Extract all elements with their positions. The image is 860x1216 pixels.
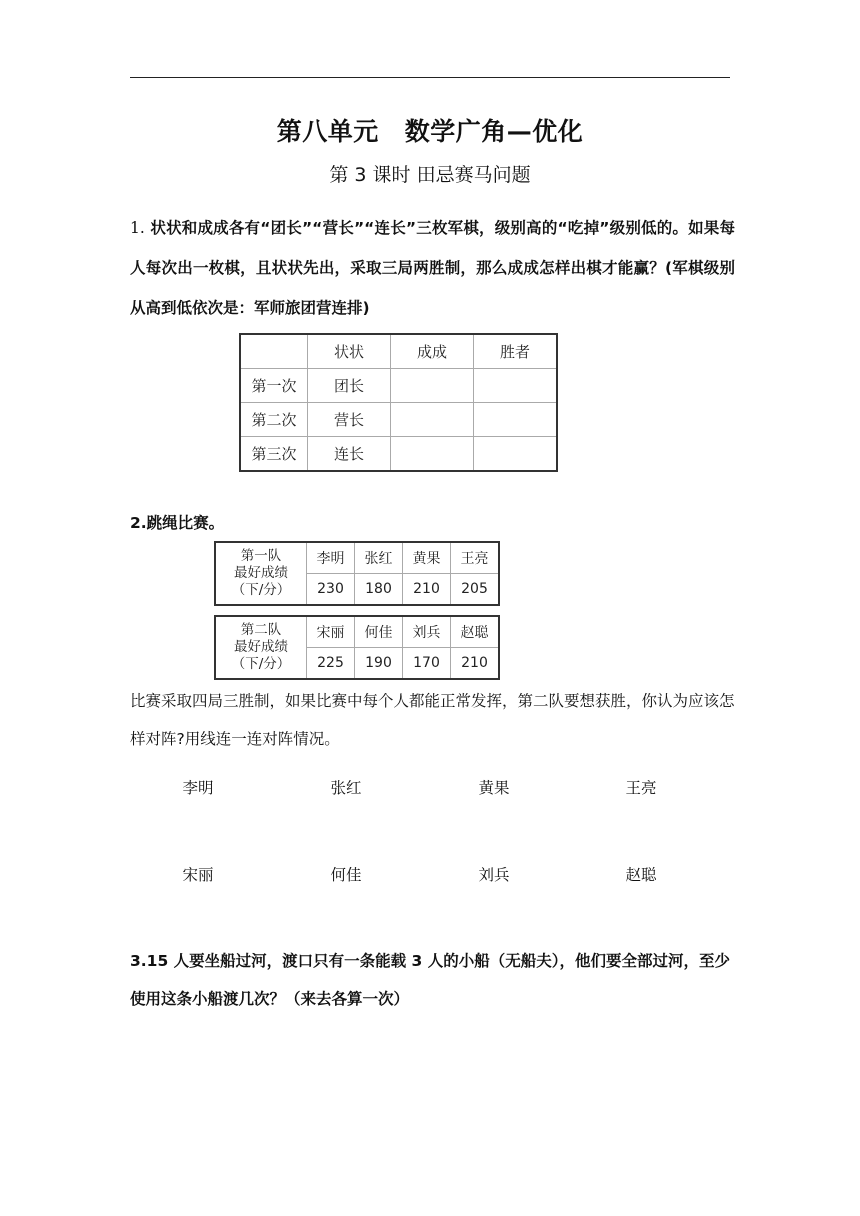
table-cell: 团长	[308, 369, 391, 403]
match-bottom-name[interactable]: 赵聪	[625, 866, 657, 884]
answer-cell[interactable]	[474, 403, 558, 437]
question-2-text: 比赛采取四局三胜制，如果比赛中每个人都能正常发挥，第二队要想获胜，你认为应该怎样对阵?用线连一连对阵情况。	[130, 692, 735, 748]
question-1	[130, 208, 735, 328]
score-cell: 225	[307, 648, 355, 680]
table-row	[240, 369, 557, 403]
table-row	[240, 403, 557, 437]
score-cell: 210	[451, 648, 500, 680]
team-label-line: 最好成绩	[234, 639, 288, 655]
player-name-cell: 李明	[307, 542, 355, 574]
team-label-line: （下/分）	[231, 656, 291, 672]
player-name-cell: 何佳	[355, 616, 403, 648]
question-1-text: 状状和成成各有“团长”“营长”“连长”三枚军棋，级别高的“吃掉”级别低的。如果每人每次出一枚棋，且状状先出，采取三局两胜制，那么成成怎样出棋才能赢？(军棋级别从高到低依次是：军师旅团营连排)	[130, 219, 735, 317]
player-name-cell: 赵聪	[451, 616, 500, 648]
unit-topic: 数学广角—优化	[404, 117, 584, 146]
team-label-line: （下/分）	[231, 582, 291, 598]
table-header-cell: 成成	[391, 334, 474, 369]
team-label-line: 最好成绩	[234, 565, 288, 581]
top-rule	[130, 77, 730, 78]
player-name-cell: 刘兵	[403, 616, 451, 648]
team-label-line: 第二队	[240, 622, 282, 638]
score-cell: 170	[403, 648, 451, 680]
score-cell: 230	[307, 574, 355, 606]
table-cell: 营长	[308, 403, 391, 437]
page-title	[0, 112, 860, 148]
question-1-number: 1.	[130, 219, 145, 237]
team-1-label	[215, 542, 307, 605]
score-cell: 205	[451, 574, 500, 606]
table-header-row	[240, 334, 557, 369]
table-row	[240, 437, 557, 472]
player-name-cell: 王亮	[451, 542, 500, 574]
question-2-title: 2.跳绳比赛。	[130, 514, 225, 532]
team-1-table	[214, 541, 500, 606]
team-2-table	[214, 615, 500, 680]
table-header-cell: 状状	[308, 334, 391, 369]
table-header-cell	[240, 334, 308, 369]
player-name-cell: 张红	[355, 542, 403, 574]
table-cell: 第三次	[240, 437, 308, 472]
table-row	[215, 616, 499, 648]
answer-cell[interactable]	[391, 403, 474, 437]
answer-cell[interactable]	[391, 369, 474, 403]
answer-cell[interactable]	[474, 437, 558, 472]
question-1-table	[239, 333, 558, 472]
match-top-name[interactable]: 黄果	[478, 779, 510, 797]
match-bottom-name[interactable]: 宋丽	[182, 866, 214, 884]
lesson-subtitle: 第 3 课时 田忌赛马问题	[329, 164, 531, 186]
question-3-text: 3.15 人要坐船过河，渡口只有一条能载 3 人的小船（无船夫），他们要全部过河，至少使用这条小船渡几次？（来去各算一次）	[130, 952, 730, 1008]
match-bottom-name[interactable]: 何佳	[330, 866, 362, 884]
score-cell: 210	[403, 574, 451, 606]
table-row	[215, 542, 499, 574]
match-top-name[interactable]: 王亮	[625, 779, 657, 797]
score-cell: 180	[355, 574, 403, 606]
table-header-cell: 胜者	[474, 334, 558, 369]
player-name-cell: 宋丽	[307, 616, 355, 648]
score-cell: 190	[355, 648, 403, 680]
answer-cell[interactable]	[474, 369, 558, 403]
answer-cell[interactable]	[391, 437, 474, 472]
unit-title: 第八单元	[276, 117, 379, 146]
match-top-name[interactable]: 张红	[330, 779, 362, 797]
player-name-cell: 黄果	[403, 542, 451, 574]
team-label-line: 第一队	[240, 548, 282, 564]
table-cell: 第二次	[240, 403, 308, 437]
match-bottom-name[interactable]: 刘兵	[478, 866, 510, 884]
match-top-name[interactable]: 李明	[182, 779, 214, 797]
team-2-label	[215, 616, 307, 679]
table-cell: 第一次	[240, 369, 308, 403]
table-cell: 连长	[308, 437, 391, 472]
